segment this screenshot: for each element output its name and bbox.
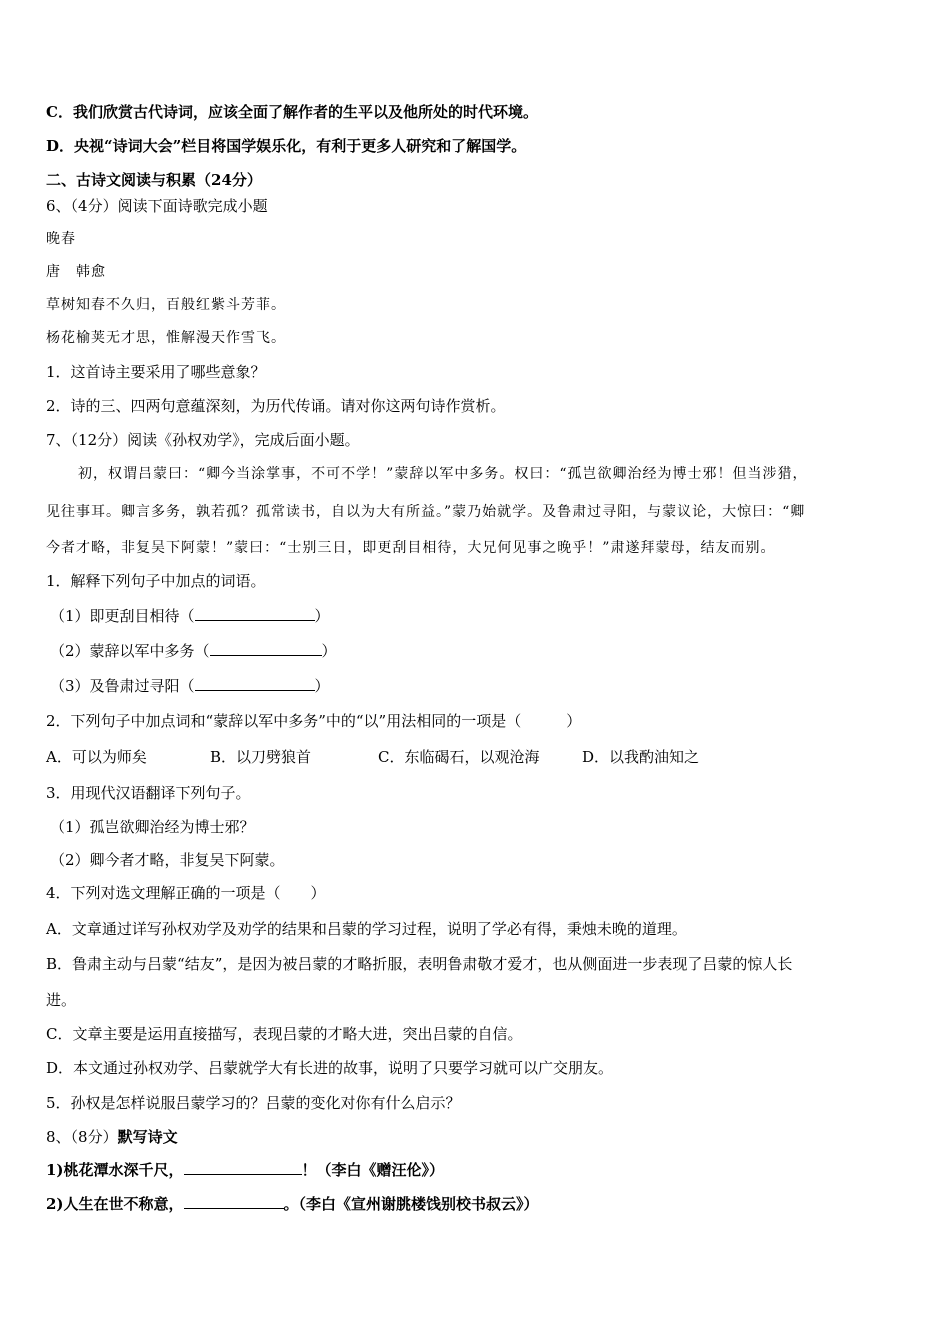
q7-sub4-option-b-line1: B．鲁肃主动与吕蒙“结友”，是因为被吕蒙的才略折服，表明鲁肃敬才爱才，也从侧面进一步表现了吕蒙的惊人长 [46,955,793,973]
q5-option-c: C．我们欣赏古代诗词，应该全面了解作者的生平以及他所处的时代环境。 [46,103,538,121]
q7-sub1-item2 [50,641,910,661]
poem-title: 晚春 [46,231,76,247]
q7-sub2-option-c: C．东临碣石，以观沧海 [378,748,540,766]
poem-line-2: 杨花榆荚无才思，惟解漫天作雪飞。 [46,330,286,346]
q6-stem: 6、（4分）阅读下面诗歌完成小题 [46,197,268,215]
q7-sub4-option-a: A．文章通过详写孙权劝学及劝学的结果和吕蒙的学习过程，说明了学必有得，秉烛未晚的道理。 [46,920,687,938]
q8-item1-pre: 1)桃花潭水深千尺， [46,1161,184,1179]
poem-author: 唐 韩愈 [46,264,106,280]
q7-sub4-option-d: D．本文通过孙权劝学、吕蒙就学大有长进的故事，说明了只要学习就可以广交朋友。 [46,1059,614,1077]
q7-sub2: 2．下列句子中加点词和“蒙辞以军中多务”中的“以”用法相同的一项是（ ） [46,712,582,730]
q8-stem-prefix: 8、（8分） [46,1128,118,1146]
q8-item1-post: ！（李白《赠汪伦》） [301,1161,445,1179]
q6-sub2: 2．诗的三、四两句意蕴深刻，为历代传诵。请对你这两句诗作赏析。 [46,397,506,415]
q7-sub5: 5．孙权是怎样说服吕蒙学习的？吕蒙的变化对你有什么启示？ [46,1094,461,1112]
q6-sub1: 1．这首诗主要采用了哪些意象？ [46,363,266,381]
passage-line-3: 今者才略，非复吴下阿蒙！”蒙曰：“士别三日，即更刮目相待，大兄何见事之晚乎！”肃遂拜蒙母，结友而别。 [46,540,776,556]
q7-sub1-item2-text: （2）蒙辞以军中多务（ [50,642,210,660]
passage-line-2: 见往事耳。卿言多务，孰若孤？孤常读书，自以为大有所益。”蒙乃始就学。及鲁肃过寻阳，与蒙议论，大惊曰：“卿 [46,504,806,520]
answer-blank-1[interactable] [195,606,315,621]
q8-stem [46,1127,910,1147]
q7-sub4-option-b-line2: 进。 [46,991,77,1009]
q8-item2-pre: 2)人生在世不称意， [46,1195,184,1213]
q5-option-d: D．央视“诗词大会”栏目将国学娱乐化，有利于更多人研究和了解国学。 [46,137,527,155]
q7-sub1-item3-text: （3）及鲁肃过寻阳（ [50,677,195,695]
close-paren: ） [314,677,330,695]
q8-stem-title: 默写诗文 [117,1128,178,1146]
answer-blank-5[interactable] [184,1194,284,1209]
q7-sub2-option-a: A．可以为师矣 [46,748,147,766]
passage-line-1: 初，权谓吕蒙曰：“卿今当涂掌事，不可不学！”蒙辞以军中多务。权曰：“孤岂欲卿治经为博士邪！但当涉猎， [78,466,808,482]
q7-sub3: 3．用现代汉语翻译下列句子。 [46,784,251,802]
q7-sub4-option-c: C．文章主要是运用直接描写，表现吕蒙的才略大进，突出吕蒙的自信。 [46,1025,523,1043]
close-paren: ） [314,607,330,625]
q7-sub1-item1 [50,606,910,626]
q8-item2-post: 。（李白《宣州谢朓楼饯别校书叔云》） [283,1195,539,1213]
q8-item-1 [46,1160,910,1180]
q7-sub3-item1: （1）孤岂欲卿治经为博士邪？ [50,818,255,836]
q7-sub3-item2: （2）卿今者才略，非复吴下阿蒙。 [50,851,285,869]
q7-sub1-item3 [50,676,910,696]
poem-line-1: 草树知春不久归，百般红紫斗芳菲。 [46,297,286,313]
q7-sub2-options [46,747,910,767]
answer-blank-3[interactable] [195,676,315,691]
q7-sub1-item1-text: （1）即更刮目相待（ [50,607,195,625]
q7-stem: 7、（12分）阅读《孙权劝学》，完成后面小题。 [46,431,360,449]
q7-sub2-option-b: B．以刀劈狼首 [210,748,312,766]
section2-title: 二、古诗文阅读与积累（24分） [46,171,262,189]
answer-blank-4[interactable] [184,1160,302,1175]
q7-sub2-option-d: D．以我酌油知之 [582,748,700,766]
q8-item-2 [46,1194,910,1214]
close-paren: ） [321,642,337,660]
q7-sub4: 4．下列对选文理解正确的一项是（ ） [46,884,326,902]
q7-sub1: 1．解释下列句子中加点的词语。 [46,572,266,590]
answer-blank-2[interactable] [210,641,322,656]
